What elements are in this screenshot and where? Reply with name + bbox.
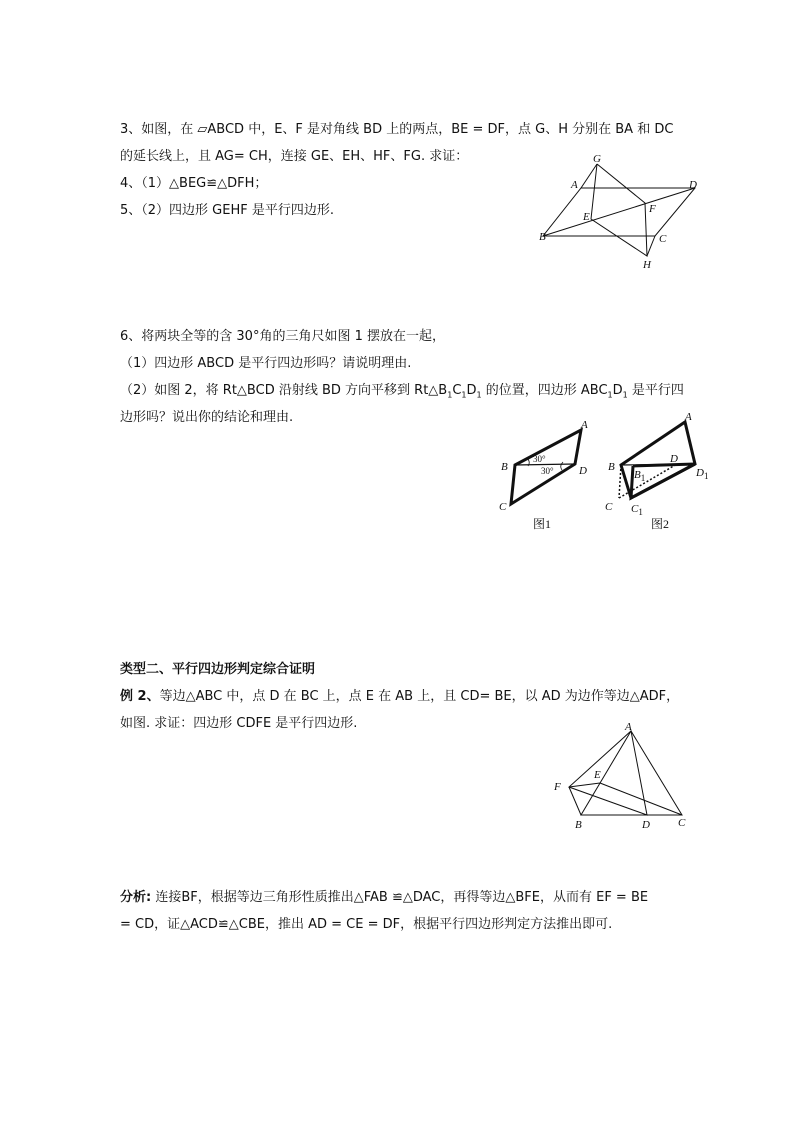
triangle-adf xyxy=(569,731,647,815)
problem6-line2: （1）四边形 ABCD 是平行四边形吗？请说明理由. xyxy=(120,356,412,371)
figure-equilateral-triangles xyxy=(550,718,700,833)
fig2-label-d: D xyxy=(670,453,678,465)
label-e: E xyxy=(583,211,590,223)
quadrilateral-gehf xyxy=(591,164,647,256)
label-c: C xyxy=(678,817,686,829)
fig1-angle-top: 30° xyxy=(533,454,546,464)
segment-fb xyxy=(569,787,581,815)
label-h: H xyxy=(643,259,651,271)
fig2-label-c: C xyxy=(605,501,613,513)
label-f: F xyxy=(649,203,656,215)
problem6-line1: 6、将两块全等的含 30°角的三角尺如图 1 摆放在一起， xyxy=(120,329,445,344)
example2-line2: 如图. 求证：四边形 CDFE 是平行四边形. xyxy=(120,716,358,731)
problem6-line4: 边形吗？说出你的结论和理由. xyxy=(120,410,294,425)
fig2-label-a: A xyxy=(685,411,692,423)
label-b: B xyxy=(539,231,546,243)
analysis-line2: = CD，证△ACD≌△CBE，推出 AD = CE = DF，根据平行四边形判定方法推出即可. xyxy=(120,917,613,932)
label-g: G xyxy=(593,153,601,165)
fig2-label-c1: $C_1$ xyxy=(631,503,643,517)
problem3-line2: 的延长线上，且 AG= CH，连接 GE、EH、HF、FG. 求证： xyxy=(120,149,469,164)
diagonal-bd xyxy=(543,188,695,236)
problem3-line3: 4、（1）△BEG≌△DFH； xyxy=(120,176,268,191)
label-c: C xyxy=(659,233,667,245)
figure-set-squares xyxy=(495,410,720,535)
problem6-line3: （2）如图 2，将 Rt△BCD 沿射线 BD 方向平移到 $Rt\triangle B_1C_1D_1$ 的位置，四边形 $ABC_1D_1$ 是平行四 xyxy=(120,383,684,400)
segment-fe xyxy=(569,783,600,787)
fig2-label-b: B xyxy=(608,461,615,473)
fig1-angle-arc-bottom xyxy=(561,462,563,470)
problem3-line4: 5、（2）四边形 GEHF 是平行四边形. xyxy=(120,203,334,218)
example2-label: 例 2、 xyxy=(120,689,160,704)
fig1-label-a: A xyxy=(581,419,588,431)
label-e: E xyxy=(594,769,601,781)
fig2-shape xyxy=(621,422,695,498)
fig2-label-b1: $B_1$ xyxy=(634,469,646,483)
fig1-angle-bottom: 30° xyxy=(541,466,554,476)
label-a: A xyxy=(625,721,632,733)
fig2-label-d1: $D_1$ xyxy=(696,467,709,481)
extension-ch xyxy=(647,236,655,256)
type2-heading: 类型二、平行四边形判定综合证明 xyxy=(120,662,316,677)
label-a: A xyxy=(571,179,578,191)
label-d: D xyxy=(642,819,650,831)
fig1-label-b: B xyxy=(501,461,508,473)
problem3-line1: 3、如图，在 ▱ABCD 中，E、F 是对角线 BD 上的两点，BE = DF，点 G、H 分别在 BA 和 DC xyxy=(120,122,674,137)
label-d: D xyxy=(689,179,697,191)
fig1-caption: 图1 xyxy=(533,517,552,531)
analysis-label: 分析: xyxy=(120,890,152,905)
figure-parallelogram-gehf xyxy=(535,150,705,275)
label-b: B xyxy=(575,819,582,831)
fig2-caption: 图2 xyxy=(651,517,670,531)
analysis-line1: 分析: 连接BF，根据等边三角形性质推出△FAB ≌△DAC，再得等边△BFE，从而有 EF = BE xyxy=(120,890,649,905)
fig2-dotted-bc xyxy=(619,465,621,498)
label-f: F xyxy=(554,781,561,793)
fig2-dotted-cd xyxy=(619,464,677,498)
fig1-label-c: C xyxy=(499,501,507,513)
segment-ec xyxy=(600,783,682,815)
fig1-diagonal-bd xyxy=(515,464,575,465)
example2-line1: 例 2、等边△ABC 中，点 D 在 BC 上，点 E 在 AB 上，且 CD= BE，以 AD 为边作等边△ADF， xyxy=(120,689,680,704)
fig1-label-d: D xyxy=(579,465,587,477)
